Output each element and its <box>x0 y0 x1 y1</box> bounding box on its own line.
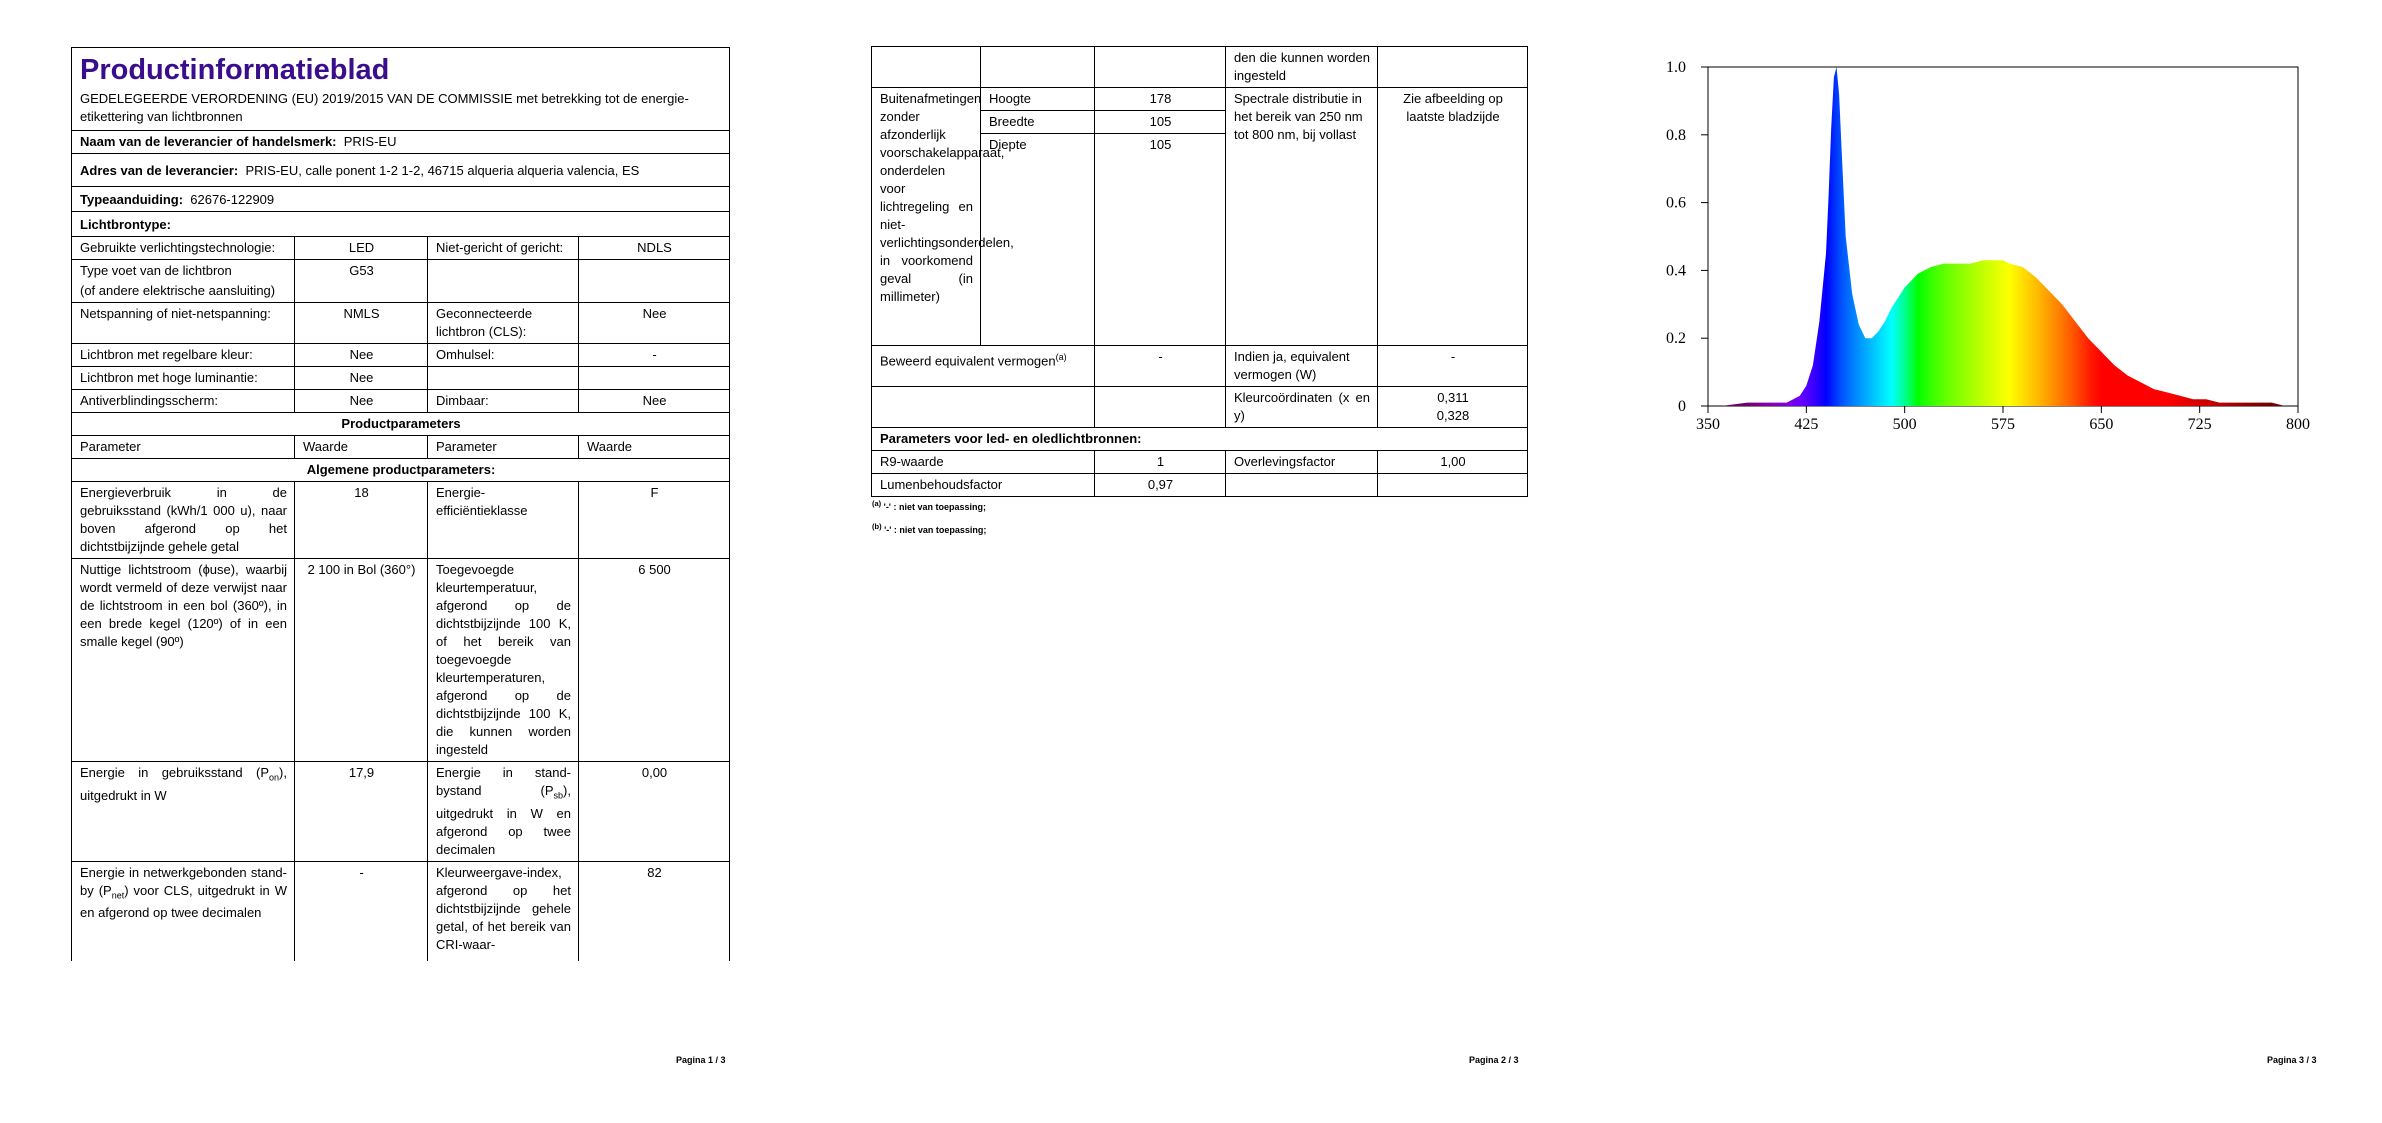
empty-cell <box>1095 387 1226 428</box>
table-header-row <box>72 436 730 459</box>
param-cell <box>72 861 295 961</box>
param-cell <box>872 346 1095 387</box>
value-cell: Nee <box>295 344 428 367</box>
footnote-text: '-' : niet van toepassing; <box>881 525 987 535</box>
column-header: Waarde <box>579 436 730 459</box>
spectral-label: Spectrale distributie in het bereik van 250 nm tot 800 nm, bij vollast <box>1226 88 1378 346</box>
value-cell: NMLS <box>295 303 428 344</box>
empty-cell <box>1226 474 1378 497</box>
table-row <box>872 346 1528 387</box>
y-tick-label: 0.8 <box>1666 126 1686 144</box>
footnote-b <box>872 522 986 535</box>
value-cell: Nee <box>579 390 730 413</box>
param-cell: R9-waarde <box>872 451 1095 474</box>
param-cell: Energieverbruik in de gebruiksstand (kWh/1 000 u), naar boven afgerond op het dichtstbijzijnde gehele getal <box>72 482 295 559</box>
subscript: on <box>269 772 280 783</box>
empty-cell <box>981 47 1095 88</box>
dimension-value: 178 <box>1095 88 1226 111</box>
table-row <box>72 390 730 413</box>
page-2 <box>794 0 1588 1123</box>
superscript: (a) <box>1055 352 1067 362</box>
table-row <box>872 47 1528 88</box>
dimension-name: Hoogte <box>981 88 1095 111</box>
x-tick-label: 350 <box>1696 416 1720 433</box>
value-cell: Nee <box>295 367 428 390</box>
table-row <box>72 762 730 862</box>
x-tick-label: 575 <box>1991 416 2015 433</box>
value-cell: - <box>579 344 730 367</box>
spectral-distribution-chart <box>1660 40 2340 460</box>
page-number: Pagina 2 / 3 <box>1469 1055 1519 1065</box>
param-cell: Dimbaar: <box>428 390 579 413</box>
value-cell: 2 100 in Bol (360°) <box>295 559 428 762</box>
light-source-type-label: Lichtbrontype: <box>80 217 171 232</box>
param-cell: Nuttige lichtstroom (ɸuse), waarbij wordt vermeld of deze verwijst naar de lichtstroom in een bol (360º), in een brede kegel (120º) of in een smalle kegel (90º) <box>72 559 295 762</box>
value-cell: LED <box>295 237 428 260</box>
value-cell: Nee <box>295 390 428 413</box>
param-text: Energie in gebruiksstand (P <box>80 765 270 780</box>
led-params-header: Parameters voor led- en oledlichtbronnen: <box>872 428 1528 451</box>
empty-cell <box>872 47 981 88</box>
table-row <box>72 237 730 260</box>
param-cell <box>428 367 579 390</box>
supplier-name-value: PRIS-EU <box>343 134 397 149</box>
product-info-table <box>71 47 730 961</box>
param-text: Energie in stand-bystand (P <box>436 765 571 798</box>
table-row <box>72 482 730 559</box>
general-params-header: Algemene productparameters: <box>72 459 730 482</box>
supplier-address-value: PRIS-EU, calle ponent 1-2 1-2, 46715 alqueria alqueria valencia, ES <box>245 163 640 178</box>
param-cell <box>428 260 579 303</box>
value-cell: - <box>295 861 428 961</box>
x-axis-ticks <box>1696 406 2310 433</box>
param-cell: Omhulsel: <box>428 344 579 367</box>
param-cell: Energie-efficiëntieklasse <box>428 482 579 559</box>
page-number: Pagina 1 / 3 <box>676 1055 726 1065</box>
y-tick-label: 1.0 <box>1666 59 1686 76</box>
chroma-x: 0,311 <box>1437 390 1469 405</box>
value-cell: - <box>1378 346 1528 387</box>
param-cell: Lichtbron met hoge luminantie: <box>72 367 295 390</box>
table-row <box>72 367 730 390</box>
value-cell: Nee <box>579 303 730 344</box>
footnote-text: '-' : niet van toepassing; <box>881 502 986 512</box>
value-cell: 17,9 <box>295 762 428 862</box>
column-header: Parameter <box>72 436 295 459</box>
regulation-text: GEDELEGEERDE VERORDENING (EU) 2019/2015 VAN DE COMMISSIE met betrekking tot de energie-etikettering van lichtbronnen <box>80 91 689 124</box>
value-cell <box>579 367 730 390</box>
y-tick-label: 0.2 <box>1666 330 1686 348</box>
model-label: Typeaanduiding: <box>80 192 184 207</box>
param-cell: Gebruikte verlichtingstechnologie: <box>72 237 295 260</box>
empty-cell <box>1378 47 1528 88</box>
table-row <box>872 387 1528 428</box>
table-row <box>872 474 1528 497</box>
param-cell: Overlevingsfactor <box>1226 451 1378 474</box>
footnote-mark: (a) <box>872 499 882 508</box>
page-1 <box>0 0 794 1123</box>
column-header: Parameter <box>428 436 579 459</box>
value-cell: 18 <box>295 482 428 559</box>
table-row <box>72 861 730 961</box>
spectrum-area <box>1721 67 2285 406</box>
footnote-a <box>872 499 986 512</box>
page-number: Pagina 3 / 3 <box>2267 1055 2317 1065</box>
param-text: Energie in netwerkgebonden stand-by (P <box>80 864 287 898</box>
param-cell: Lichtbron met regelbare kleur: <box>72 344 295 367</box>
param-cell: Kleurcoördinaten (x en y) <box>1226 387 1378 428</box>
table-row <box>872 88 1528 111</box>
table-row <box>72 559 730 762</box>
table-row <box>72 344 730 367</box>
value-cell: G53 <box>295 260 428 303</box>
table-row <box>72 260 730 303</box>
spectral-value: Zie afbeelding op laatste bladzijde <box>1378 88 1528 346</box>
table-row <box>872 451 1528 474</box>
param-cell: Indien ja, equivalent vermogen (W) <box>1226 346 1378 387</box>
param-cell <box>428 762 579 862</box>
x-tick-label: 725 <box>2187 416 2212 433</box>
x-tick-label: 425 <box>1794 416 1819 433</box>
param-cell <box>72 260 295 303</box>
dimension-value: 105 <box>1095 134 1226 346</box>
empty-cell <box>1378 474 1528 497</box>
empty-cell <box>872 387 1095 428</box>
value-cell: NDLS <box>579 237 730 260</box>
supplier-name-label: Naam van de leverancier of handelsmerk: <box>80 134 337 149</box>
param-cell: Toegevoegde kleurtemperatuur, afgerond op de dichtstbijzijnde 100 K, of het bereik van toegevoegde kleurtemperaturen, afgerond op de dichtstbijzijnde 100 K, die kunnen worden ingesteld <box>428 559 579 762</box>
empty-cell <box>1095 47 1226 88</box>
dimension-name: Diepte <box>981 134 1095 346</box>
column-header: Waarde <box>295 436 428 459</box>
x-tick-label: 650 <box>2089 416 2114 433</box>
param-cell: Geconnecteerde lichtbron (CLS): <box>428 303 579 344</box>
y-axis-ticks <box>1666 59 1708 415</box>
supplier-address-label: Adres van de leverancier: <box>80 163 239 178</box>
footnote-mark: (b) <box>872 522 882 531</box>
value-cell: 82 <box>579 861 730 961</box>
table-row <box>72 303 730 344</box>
param-cell: Netspanning of niet-netspanning: <box>72 303 295 344</box>
value-cell: 1,00 <box>1378 451 1528 474</box>
param-cell <box>72 762 295 862</box>
param-cell: Lumenbehoudsfactor <box>872 474 1095 497</box>
param-cell: Niet-gericht of gericht: <box>428 237 579 260</box>
model-value: 62676-122909 <box>190 192 275 207</box>
param-text: Beweerd equivalent vermogen <box>880 353 1056 369</box>
dimension-value: 105 <box>1095 111 1226 134</box>
value-cell <box>1378 387 1528 428</box>
chroma-y: 0,328 <box>1436 408 1470 423</box>
param-text: ) voor CLS, uitgedrukt in W en afgerond op twee decimalen <box>80 882 288 921</box>
value-cell: 0,00 <box>579 762 730 862</box>
value-cell: 0,97 <box>1095 474 1226 497</box>
param-text: Type voet van de lichtbron <box>80 263 232 278</box>
param-text: (of andere elektrische aansluiting) <box>80 283 276 298</box>
subscript: sb <box>553 790 564 801</box>
dimensions-label: Buitenafmetingen zonder afzonderlijk voorschakelapparaat, onderdelen voor lichtregeling en niet-verlichtingsonderdelen, in voorkomend geval (in millimeter) <box>872 88 981 346</box>
y-tick-label: 0 <box>1678 398 1686 415</box>
spectrum-area-group <box>1721 67 2285 406</box>
param-text: ), uitgedrukt in W <box>80 765 287 803</box>
value-cell: - <box>1095 346 1226 387</box>
param-cell: Kleurweergave-index, afgerond op het dichtstbijzijnde gehele getal, of het bereik van CRI-waar- <box>428 861 579 961</box>
y-tick-label: 0.6 <box>1666 194 1686 212</box>
param-text: ), uitgedrukt in W en afgerond op twee decimalen <box>436 783 571 857</box>
x-tick-label: 500 <box>1892 416 1917 433</box>
value-cell <box>579 260 730 303</box>
value-cell: F <box>579 482 730 559</box>
y-tick-label: 0.4 <box>1666 262 1686 280</box>
product-info-table-continued <box>871 46 1528 497</box>
param-cell: den die kunnen worden ingesteld <box>1226 47 1378 88</box>
subscript: net <box>111 890 125 901</box>
value-cell: 1 <box>1095 451 1226 474</box>
value-cell: 6 500 <box>579 559 730 762</box>
param-cell: Antiverblindingsscherm: <box>72 390 295 413</box>
product-params-header: Productparameters <box>72 413 730 436</box>
x-tick-label: 800 <box>2286 416 2310 433</box>
page-title: Productinformatieblad <box>80 54 390 86</box>
dimension-name: Breedte <box>981 111 1095 134</box>
